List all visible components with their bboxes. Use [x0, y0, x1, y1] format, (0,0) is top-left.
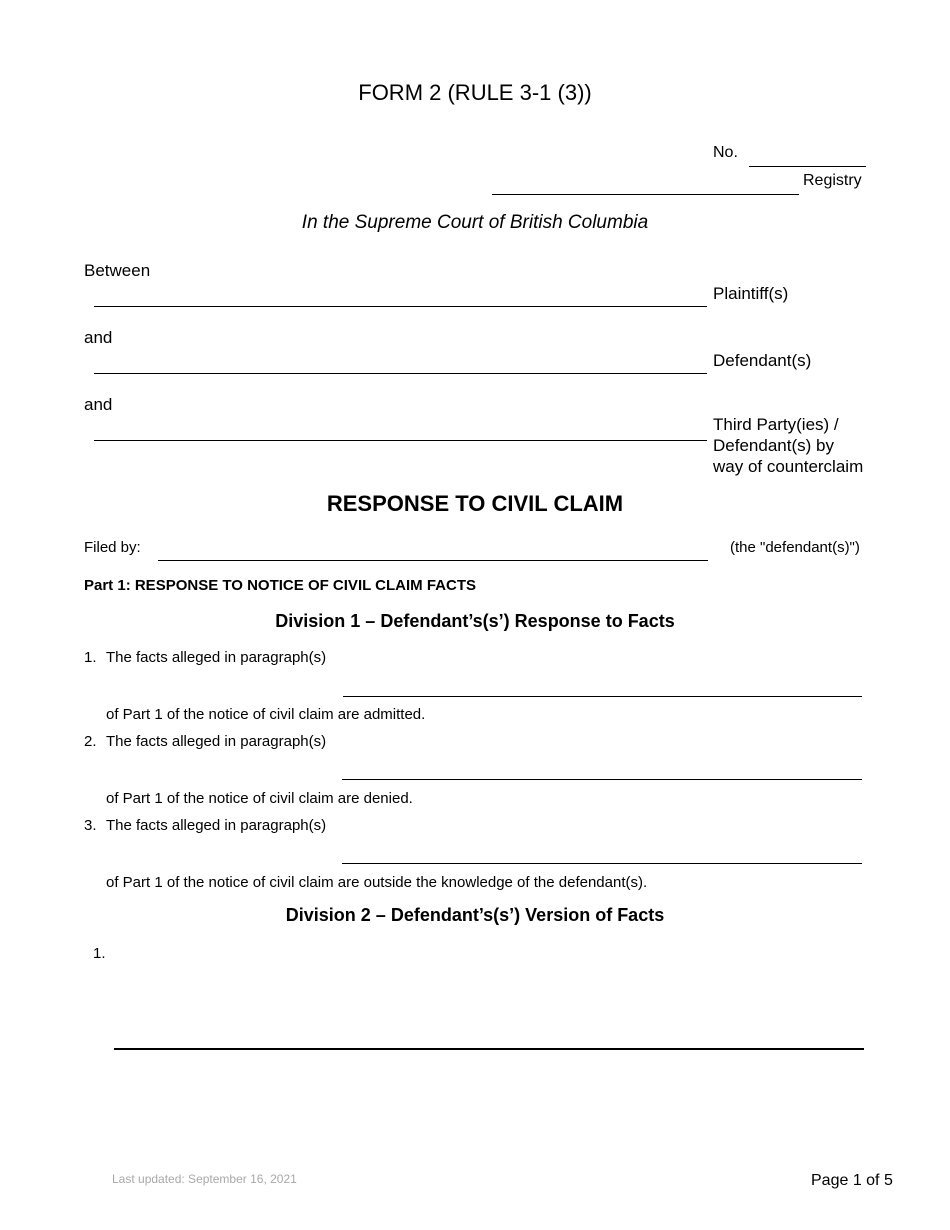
item-outcome-text: of Part 1 of the notice of civil claim are denied.	[106, 790, 413, 807]
plaintiff-name-field[interactable]	[94, 287, 707, 307]
registry-field[interactable]	[492, 175, 799, 195]
third-party-name-field[interactable]	[94, 421, 707, 441]
admitted-paragraphs-field[interactable]	[343, 677, 862, 697]
denied-paragraphs-field[interactable]	[342, 760, 862, 780]
registry-label: Registry	[803, 172, 862, 189]
item-number: 1.	[93, 945, 106, 962]
division2-heading: Division 2 – Defendant’s(s’) Version of Facts	[285, 905, 665, 925]
defendant-role-label: Defendant(s)	[713, 351, 812, 370]
item-number: 1.	[84, 649, 97, 666]
file-number-field[interactable]	[749, 147, 866, 167]
third-party-role-line: Defendant(s) by	[713, 436, 834, 455]
file-number-label: No.	[713, 144, 738, 161]
third-party-role-line: way of counterclaim	[713, 457, 864, 476]
item-intro-text: The facts alleged in paragraph(s)	[106, 733, 327, 750]
defendant-name-field[interactable]	[94, 354, 707, 374]
page-indicator: Page 1 of 5	[811, 1172, 893, 1189]
defendant-designation-label: (the "defendant(s)")	[730, 539, 860, 556]
item-outcome-text: of Part 1 of the notice of civil claim are outside the knowledge of the defendant(s).	[106, 874, 648, 891]
version-of-facts-field[interactable]	[114, 1030, 864, 1050]
filed-by-label: Filed by:	[84, 539, 141, 556]
item-number: 2.	[84, 733, 97, 750]
item-intro-text: The facts alleged in paragraph(s)	[106, 649, 327, 666]
between-label: Between	[84, 261, 151, 280]
item-outcome-text: of Part 1 of the notice of civil claim are admitted.	[106, 706, 426, 723]
and-label: and	[84, 395, 113, 414]
filed-by-field[interactable]	[158, 541, 708, 561]
part1-heading: Part 1: RESPONSE TO NOTICE OF CIVIL CLAIM FACTS	[84, 577, 476, 594]
third-party-role-line: Third Party(ies) /	[713, 415, 839, 434]
item-number: 3.	[84, 817, 97, 834]
court-name: In the Supreme Court of British Columbia	[301, 212, 649, 233]
third-party-role-label	[713, 414, 863, 477]
document-title: RESPONSE TO CIVIL CLAIM	[326, 491, 624, 516]
plaintiff-role-label: Plaintiff(s)	[713, 284, 789, 303]
division1-heading: Division 1 – Defendant’s(s’) Response to Facts	[275, 611, 675, 631]
last-updated-text: Last updated: September 16, 2021	[112, 1172, 297, 1186]
unknown-paragraphs-field[interactable]	[342, 844, 862, 864]
form-title: FORM 2 (RULE 3-1 (3))	[358, 80, 592, 105]
and-label: and	[84, 328, 113, 347]
item-intro-text: The facts alleged in paragraph(s)	[106, 817, 327, 834]
